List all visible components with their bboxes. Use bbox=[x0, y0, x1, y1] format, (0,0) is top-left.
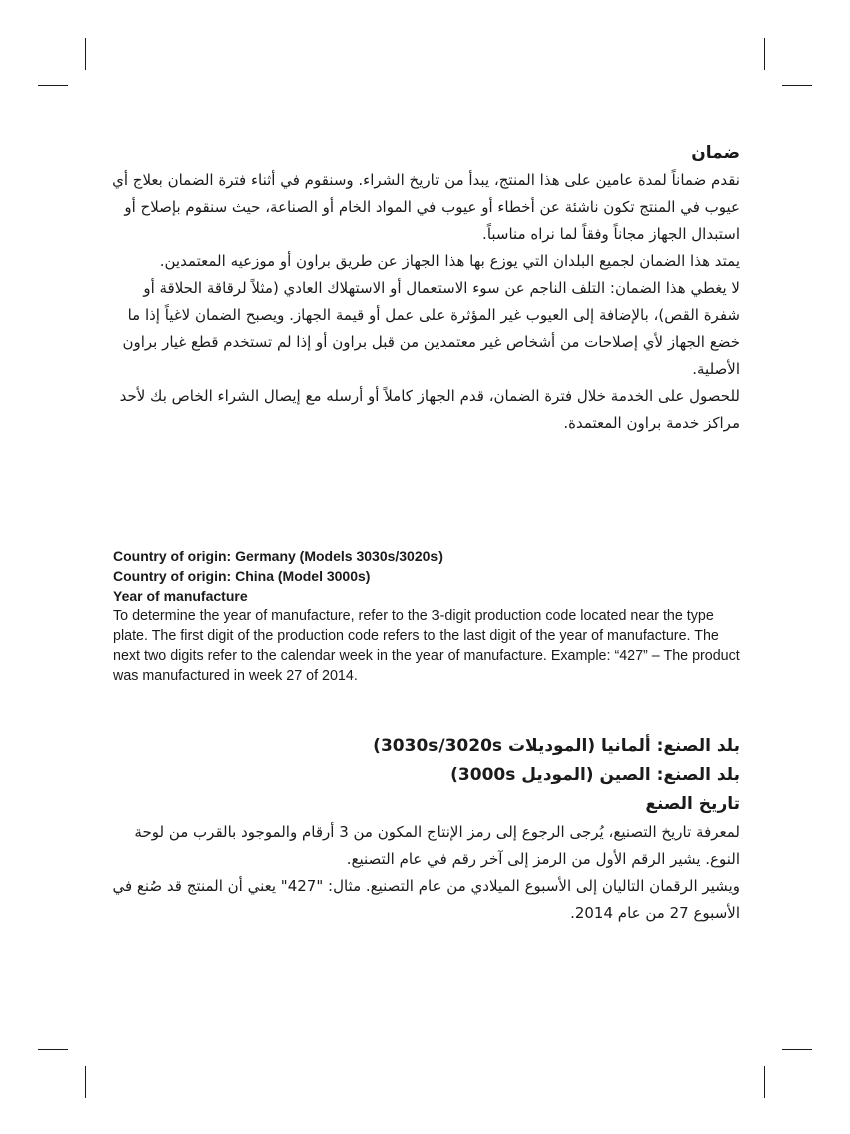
crop-mark-bottom-left-h bbox=[38, 1049, 68, 1050]
year-of-manufacture-heading: Year of manufacture bbox=[113, 588, 248, 604]
year-of-manufacture-heading-ar: تاريخ الصنع bbox=[645, 794, 740, 814]
crop-mark-top-left bbox=[85, 38, 86, 70]
crop-mark-top-left-h bbox=[38, 85, 68, 86]
warranty-title: ضمان bbox=[691, 143, 740, 163]
warranty-paragraph-4: للحصول على الخدمة خلال فترة الضمان، قدم الجهاز كاملاً أو أرسله مع إيصال الشراء الخاص بك لأحد مراكز خدمة براون المعتمدة. bbox=[119, 387, 740, 432]
warranty-paragraph-2: يمتد هذا الضمان لجميع البلدان التي يوزع بها هذا الجهاز عن طريق براون أو موزعيه المعتمدين. bbox=[159, 252, 740, 270]
crop-mark-top-right bbox=[764, 38, 765, 70]
origin-section-english bbox=[113, 546, 743, 686]
origin-germany-line-ar: بلد الصنع: ألمانيا (الموديلات 3030s/3020s) bbox=[373, 736, 740, 756]
crop-mark-bottom-left bbox=[85, 1066, 86, 1098]
year-of-manufacture-body-ar-1: لمعرفة تاريخ التصنيع، يُرجى الرجوع إلى رمز الإنتاج المكون من 3 أرقام والموجود بالقرب من لوحة النوع. يشير الرقم الأول من الرمز إلى آخر رقم في عام التصنيع. bbox=[134, 823, 740, 868]
warranty-paragraph-1: نقدم ضماناً لمدة عامين على هذا المنتج، يبدأ من تاريخ الشراء. وسنقوم في أثناء فترة الضمان بعلاج أي عيوب في المنتج تكون ناشئة عن أخطاء أو عيوب في المواد الخام أو الصناعة، حيث سنقوم بإصلاح أو استبدال الجهاز مجاناً وفقاً لما نراه مناسباً. bbox=[112, 171, 740, 243]
year-of-manufacture-body: To determine the year of manufacture, refer to the 3-digit production code located near the type plate. The first digit of the production code refers to the last digit of the year of manufacture. The next two digits refer to the calendar week in the year of manufacture. Example: “427” – The product was manufactured in week 27 of 2014. bbox=[113, 608, 740, 684]
crop-mark-bottom-right-h bbox=[782, 1049, 812, 1050]
warranty-paragraph-3: لا يغطي هذا الضمان: التلف الناجم عن سوء الاستعمال أو الاستهلاك العادي (مثلاً لرقاقة الحلاقة أو شفرة القص)، بالإضافة إلى العيوب غير المؤثرة على عمل أو قيمة الجهاز. ويصبح الضمان لاغياً إذا ما خضع الجهاز لأي إصلاحات من أشخاص غير معتمدين من قبل براون أو إذا لم تستخدم قطع غيار براون الأصلية. bbox=[122, 279, 740, 378]
origin-section-arabic bbox=[110, 732, 740, 927]
warranty-section-arabic bbox=[110, 140, 740, 437]
crop-mark-top-right-h bbox=[782, 85, 812, 86]
year-of-manufacture-body-ar-2: ويشير الرقمان التاليان إلى الأسبوع الميلادي من عام التصنيع. مثال: "427" يعني أن المنتج قد صُنع في الأسبوع 27 من عام 2014. bbox=[112, 877, 740, 922]
origin-china-line: Country of origin: China (Model 3000s) bbox=[113, 568, 371, 584]
crop-mark-bottom-right bbox=[764, 1066, 765, 1098]
origin-germany-line: Country of origin: Germany (Models 3030s/3020s) bbox=[113, 548, 443, 564]
origin-china-line-ar: بلد الصنع: الصين (الموديل 3000s) bbox=[450, 765, 740, 785]
